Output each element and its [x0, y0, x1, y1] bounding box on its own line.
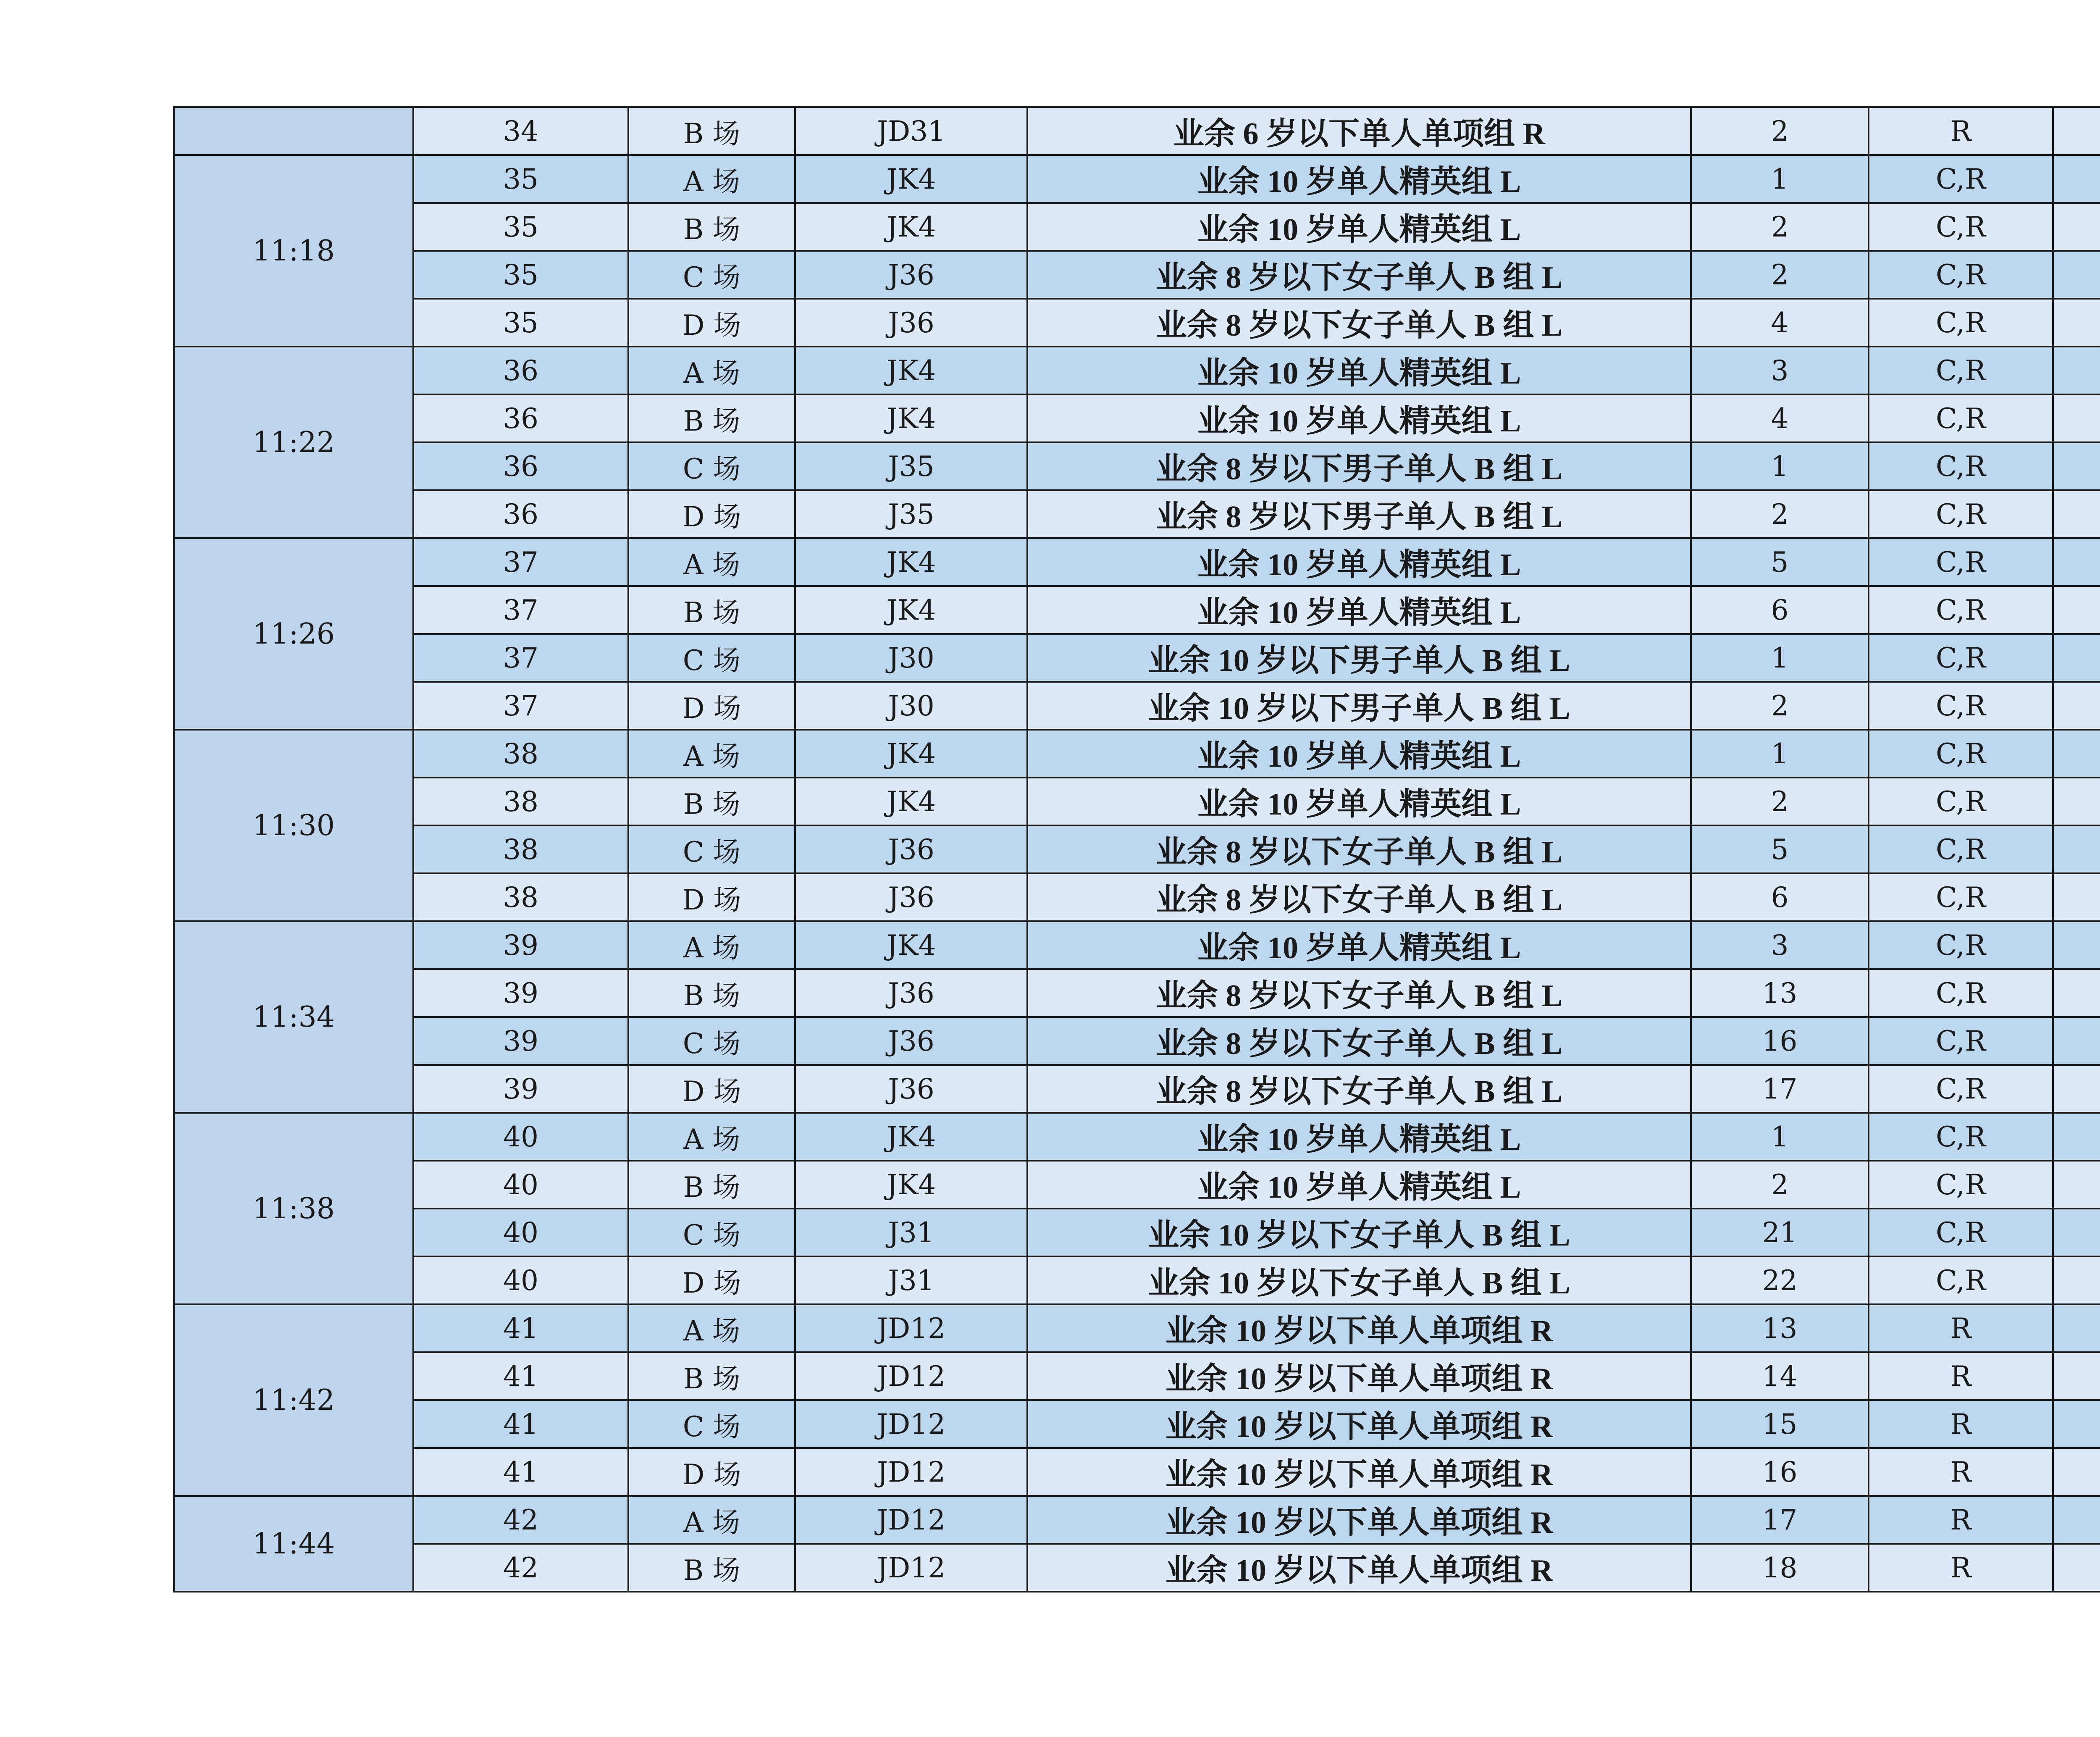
event-name-cell: 业余 10 岁以下女子单人 B 组 L — [1027, 1256, 1691, 1304]
event-name-cell: 业余 10 岁单人精英组 L — [1027, 1113, 1691, 1161]
match-number-cell: 35 — [413, 251, 628, 299]
court-cell: A 场 — [628, 921, 795, 969]
table-row — [174, 299, 2100, 347]
entry-number-cell: 2 — [1691, 107, 1869, 155]
event-code-cell: JD12 — [795, 1400, 1027, 1448]
entry-number-cell: 3 — [1691, 921, 1869, 969]
event-code-cell: J31 — [795, 1256, 1027, 1304]
round-cell — [2053, 969, 2100, 1017]
match-number-cell: 34 — [413, 107, 628, 155]
table-row — [174, 155, 2100, 203]
court-cell: B 场 — [628, 586, 795, 634]
table-row — [174, 107, 2100, 155]
category-cell: C,R — [1869, 634, 2053, 682]
table-row — [174, 969, 2100, 1017]
match-number-cell: 38 — [413, 825, 628, 873]
table-row — [174, 1448, 2100, 1496]
table-row — [174, 825, 2100, 873]
table-row — [174, 586, 2100, 634]
category-cell: C,R — [1869, 586, 2053, 634]
event-code-cell: JK4 — [795, 730, 1027, 778]
round-cell — [2053, 394, 2100, 442]
time-slot-cell: 11:42 — [174, 1304, 413, 1496]
match-number-cell: 35 — [413, 155, 628, 203]
court-cell: A 场 — [628, 538, 795, 586]
match-number-cell: 37 — [413, 586, 628, 634]
category-cell: C,R — [1869, 490, 2053, 538]
event-code-cell: JK4 — [795, 394, 1027, 442]
event-code-cell: J36 — [795, 1017, 1027, 1065]
match-number-cell: 39 — [413, 1017, 628, 1065]
event-code-cell: J36 — [795, 873, 1027, 921]
court-cell: A 场 — [628, 347, 795, 394]
event-name-cell: 业余 8 岁以下女子单人 B 组 L — [1027, 969, 1691, 1017]
round-cell — [2053, 299, 2100, 347]
category-cell: C,R — [1869, 203, 2053, 251]
category-cell: C,R — [1869, 730, 2053, 778]
entry-number-cell: 16 — [1691, 1017, 1869, 1065]
court-cell: B 场 — [628, 1161, 795, 1209]
category-cell: C,R — [1869, 825, 2053, 873]
table-row — [174, 1352, 2100, 1400]
court-cell: A 场 — [628, 1113, 795, 1161]
event-code-cell: J36 — [795, 1065, 1027, 1113]
category-cell: C,R — [1869, 1065, 2053, 1113]
match-number-cell: 39 — [413, 969, 628, 1017]
round-cell — [2053, 825, 2100, 873]
entry-number-cell: 2 — [1691, 682, 1869, 730]
round-cell — [2053, 1256, 2100, 1304]
match-number-cell: 40 — [413, 1161, 628, 1209]
event-name-cell: 业余 8 岁以下女子单人 B 组 L — [1027, 299, 1691, 347]
category-cell: R — [1869, 107, 2053, 155]
entry-number-cell: 1 — [1691, 730, 1869, 778]
event-code-cell: JK4 — [795, 778, 1027, 825]
time-slot-cell — [174, 107, 413, 155]
table-row — [174, 347, 2100, 394]
entry-number-cell: 2 — [1691, 1161, 1869, 1209]
entry-number-cell: 6 — [1691, 586, 1869, 634]
table-row — [174, 1017, 2100, 1065]
event-code-cell: JK4 — [795, 155, 1027, 203]
round-cell — [2053, 1304, 2100, 1352]
event-code-cell: J35 — [795, 442, 1027, 490]
entry-number-cell: 18 — [1691, 1544, 1869, 1592]
table-row — [174, 730, 2100, 778]
table-row — [174, 251, 2100, 299]
round-cell — [2053, 1496, 2100, 1544]
event-code-cell: JK4 — [795, 538, 1027, 586]
table-row — [174, 873, 2100, 921]
entry-number-cell: 21 — [1691, 1209, 1869, 1256]
court-cell: B 场 — [628, 1544, 795, 1592]
court-cell: B 场 — [628, 203, 795, 251]
event-code-cell: J30 — [795, 682, 1027, 730]
event-name-cell: 业余 8 岁以下女子单人 B 组 L — [1027, 825, 1691, 873]
court-cell: B 场 — [628, 107, 795, 155]
event-name-cell: 业余 10 岁以下女子单人 B 组 L — [1027, 1209, 1691, 1256]
event-code-cell: J36 — [795, 299, 1027, 347]
table-row — [174, 921, 2100, 969]
event-code-cell: JD12 — [795, 1304, 1027, 1352]
entry-number-cell: 5 — [1691, 538, 1869, 586]
table-row — [174, 1400, 2100, 1448]
event-code-cell: JD12 — [795, 1448, 1027, 1496]
event-code-cell: JK4 — [795, 347, 1027, 394]
category-cell: C,R — [1869, 394, 2053, 442]
round-cell — [2053, 347, 2100, 394]
event-name-cell: 业余 10 岁单人精英组 L — [1027, 155, 1691, 203]
event-name-cell: 业余 10 岁单人精英组 L — [1027, 1161, 1691, 1209]
round-cell — [2053, 730, 2100, 778]
table-row — [174, 682, 2100, 730]
match-number-cell: 42 — [413, 1544, 628, 1592]
event-name-cell: 业余 10 岁以下单人单项组 R — [1027, 1544, 1691, 1592]
court-cell: D 场 — [628, 299, 795, 347]
category-cell: C,R — [1869, 778, 2053, 825]
round-cell — [2053, 586, 2100, 634]
court-cell: D 场 — [628, 1065, 795, 1113]
event-code-cell: J30 — [795, 634, 1027, 682]
round-cell — [2053, 1065, 2100, 1113]
event-name-cell: 业余 10 岁以下男子单人 B 组 L — [1027, 682, 1691, 730]
table-row — [174, 203, 2100, 251]
table-row — [174, 1113, 2100, 1161]
event-code-cell: JK4 — [795, 1161, 1027, 1209]
court-cell: A 场 — [628, 730, 795, 778]
entry-number-cell: 1 — [1691, 1113, 1869, 1161]
match-number-cell: 37 — [413, 682, 628, 730]
event-code-cell: JK4 — [795, 203, 1027, 251]
round-cell — [2053, 1209, 2100, 1256]
table-row — [174, 538, 2100, 586]
entry-number-cell: 2 — [1691, 251, 1869, 299]
time-slot-cell: 11:30 — [174, 730, 413, 921]
round-cell — [2053, 778, 2100, 825]
time-slot-cell: 11:44 — [174, 1496, 413, 1592]
round-cell — [2053, 1544, 2100, 1592]
court-cell: C 场 — [628, 825, 795, 873]
time-slot-cell: 11:34 — [174, 921, 413, 1113]
entry-number-cell: 1 — [1691, 634, 1869, 682]
match-number-cell: 41 — [413, 1400, 628, 1448]
event-code-cell: JD31 — [795, 107, 1027, 155]
entry-number-cell: 15 — [1691, 1400, 1869, 1448]
event-code-cell: J36 — [795, 969, 1027, 1017]
court-cell: A 场 — [628, 1496, 795, 1544]
table-row — [174, 442, 2100, 490]
category-cell: C,R — [1869, 921, 2053, 969]
court-cell: A 场 — [628, 155, 795, 203]
match-number-cell: 40 — [413, 1256, 628, 1304]
table-row — [174, 1209, 2100, 1256]
court-cell: C 场 — [628, 1209, 795, 1256]
category-cell: C,R — [1869, 1161, 2053, 1209]
round-cell — [2053, 490, 2100, 538]
match-number-cell: 40 — [413, 1209, 628, 1256]
category-cell: C,R — [1869, 1113, 2053, 1161]
court-cell: B 场 — [628, 969, 795, 1017]
court-cell: C 场 — [628, 1400, 795, 1448]
court-cell: C 场 — [628, 442, 795, 490]
table-row — [174, 394, 2100, 442]
court-cell: D 场 — [628, 1448, 795, 1496]
event-name-cell: 业余 6 岁以下单人单项组 R — [1027, 107, 1691, 155]
time-slot-cell: 11:22 — [174, 347, 413, 538]
round-cell — [2053, 538, 2100, 586]
category-cell: C,R — [1869, 155, 2053, 203]
event-name-cell: 业余 10 岁以下单人单项组 R — [1027, 1448, 1691, 1496]
table-row — [174, 1161, 2100, 1209]
schedule-table — [173, 106, 2100, 1592]
entry-number-cell: 13 — [1691, 1304, 1869, 1352]
court-cell: A 场 — [628, 1304, 795, 1352]
match-number-cell: 41 — [413, 1352, 628, 1400]
match-number-cell: 37 — [413, 538, 628, 586]
event-name-cell: 业余 10 岁单人精英组 L — [1027, 347, 1691, 394]
event-name-cell: 业余 10 岁单人精英组 L — [1027, 586, 1691, 634]
category-cell: R — [1869, 1496, 2053, 1544]
category-cell: R — [1869, 1400, 2053, 1448]
entry-number-cell: 2 — [1691, 490, 1869, 538]
match-number-cell: 38 — [413, 730, 628, 778]
time-slot-cell: 11:26 — [174, 538, 413, 730]
match-number-cell: 40 — [413, 1113, 628, 1161]
entry-number-cell: 16 — [1691, 1448, 1869, 1496]
round-cell — [2053, 1448, 2100, 1496]
event-code-cell: J36 — [795, 251, 1027, 299]
table-row — [174, 1256, 2100, 1304]
entry-number-cell: 4 — [1691, 394, 1869, 442]
round-cell — [2053, 1113, 2100, 1161]
round-cell — [2053, 1161, 2100, 1209]
match-number-cell: 36 — [413, 490, 628, 538]
event-name-cell: 业余 8 岁以下女子单人 B 组 L — [1027, 251, 1691, 299]
entry-number-cell: 4 — [1691, 299, 1869, 347]
table-row — [174, 1544, 2100, 1592]
category-cell: C,R — [1869, 873, 2053, 921]
match-number-cell: 36 — [413, 347, 628, 394]
category-cell: R — [1869, 1304, 2053, 1352]
round-cell — [2053, 921, 2100, 969]
match-number-cell: 41 — [413, 1448, 628, 1496]
event-name-cell: 业余 10 岁以下单人单项组 R — [1027, 1496, 1691, 1544]
round-cell — [2053, 155, 2100, 203]
entry-number-cell: 3 — [1691, 347, 1869, 394]
event-name-cell: 业余 10 岁单人精英组 L — [1027, 203, 1691, 251]
entry-number-cell: 1 — [1691, 442, 1869, 490]
event-name-cell: 业余 10 岁以下单人单项组 R — [1027, 1400, 1691, 1448]
event-name-cell: 业余 8 岁以下女子单人 B 组 L — [1027, 873, 1691, 921]
entry-number-cell: 2 — [1691, 778, 1869, 825]
category-cell: C,R — [1869, 251, 2053, 299]
match-number-cell: 37 — [413, 634, 628, 682]
round-cell — [2053, 442, 2100, 490]
table-row — [174, 1496, 2100, 1544]
entry-number-cell: 14 — [1691, 1352, 1869, 1400]
event-code-cell: JK4 — [795, 921, 1027, 969]
event-name-cell: 业余 8 岁以下女子单人 B 组 L — [1027, 1065, 1691, 1113]
match-number-cell: 35 — [413, 203, 628, 251]
event-code-cell: J35 — [795, 490, 1027, 538]
category-cell: R — [1869, 1352, 2053, 1400]
match-number-cell: 38 — [413, 778, 628, 825]
category-cell: C,R — [1869, 538, 2053, 586]
entry-number-cell: 1 — [1691, 155, 1869, 203]
category-cell: C,R — [1869, 969, 2053, 1017]
match-number-cell: 42 — [413, 1496, 628, 1544]
category-cell: C,R — [1869, 299, 2053, 347]
table-row — [174, 490, 2100, 538]
entry-number-cell: 17 — [1691, 1065, 1869, 1113]
event-name-cell: 业余 10 岁以下单人单项组 R — [1027, 1304, 1691, 1352]
match-number-cell: 35 — [413, 299, 628, 347]
entry-number-cell: 13 — [1691, 969, 1869, 1017]
event-code-cell: J36 — [795, 825, 1027, 873]
round-cell — [2053, 251, 2100, 299]
category-cell: C,R — [1869, 442, 2053, 490]
court-cell: B 场 — [628, 394, 795, 442]
round-cell — [2053, 634, 2100, 682]
table-row — [174, 1304, 2100, 1352]
round-cell — [2053, 1352, 2100, 1400]
event-code-cell: JK4 — [795, 586, 1027, 634]
round-cell — [2053, 107, 2100, 155]
court-cell: C 场 — [628, 251, 795, 299]
event-name-cell: 业余 10 岁单人精英组 L — [1027, 778, 1691, 825]
round-cell — [2053, 1017, 2100, 1065]
entry-number-cell: 5 — [1691, 825, 1869, 873]
event-code-cell: JD12 — [795, 1544, 1027, 1592]
category-cell: C,R — [1869, 682, 2053, 730]
category-cell: R — [1869, 1544, 2053, 1592]
court-cell: D 场 — [628, 873, 795, 921]
time-slot-cell: 11:18 — [174, 155, 413, 347]
event-code-cell: JD12 — [795, 1352, 1027, 1400]
table-row — [174, 1065, 2100, 1113]
round-cell — [2053, 203, 2100, 251]
time-slot-cell: 11:38 — [174, 1113, 413, 1304]
match-number-cell: 36 — [413, 442, 628, 490]
match-number-cell: 41 — [413, 1304, 628, 1352]
event-name-cell: 业余 8 岁以下男子单人 B 组 L — [1027, 490, 1691, 538]
table-row — [174, 778, 2100, 825]
category-cell: C,R — [1869, 1209, 2053, 1256]
event-name-cell: 业余 10 岁单人精英组 L — [1027, 538, 1691, 586]
event-name-cell: 业余 10 岁单人精英组 L — [1027, 730, 1691, 778]
event-name-cell: 业余 10 岁以下单人单项组 R — [1027, 1352, 1691, 1400]
court-cell: D 场 — [628, 1256, 795, 1304]
match-number-cell: 39 — [413, 921, 628, 969]
court-cell: D 场 — [628, 682, 795, 730]
court-cell: D 场 — [628, 490, 795, 538]
court-cell: B 场 — [628, 778, 795, 825]
category-cell: C,R — [1869, 1017, 2053, 1065]
category-cell: C,R — [1869, 1256, 2053, 1304]
category-cell: C,R — [1869, 347, 2053, 394]
match-number-cell: 36 — [413, 394, 628, 442]
match-number-cell: 39 — [413, 1065, 628, 1113]
event-code-cell: JD12 — [795, 1496, 1027, 1544]
match-number-cell: 38 — [413, 873, 628, 921]
event-name-cell: 业余 8 岁以下女子单人 B 组 L — [1027, 1017, 1691, 1065]
round-cell — [2053, 873, 2100, 921]
court-cell: C 场 — [628, 1017, 795, 1065]
schedule-body — [174, 107, 2100, 1592]
table-row — [174, 634, 2100, 682]
event-name-cell: 业余 8 岁以下男子单人 B 组 L — [1027, 442, 1691, 490]
court-cell: B 场 — [628, 1352, 795, 1400]
event-name-cell: 业余 10 岁单人精英组 L — [1027, 921, 1691, 969]
entry-number-cell: 6 — [1691, 873, 1869, 921]
category-cell: R — [1869, 1448, 2053, 1496]
round-cell — [2053, 682, 2100, 730]
event-name-cell: 业余 10 岁以下男子单人 B 组 L — [1027, 634, 1691, 682]
entry-number-cell: 2 — [1691, 203, 1869, 251]
court-cell: C 场 — [628, 634, 795, 682]
event-code-cell: J31 — [795, 1209, 1027, 1256]
entry-number-cell: 17 — [1691, 1496, 1869, 1544]
round-cell — [2053, 1400, 2100, 1448]
event-code-cell: JK4 — [795, 1113, 1027, 1161]
entry-number-cell: 22 — [1691, 1256, 1869, 1304]
event-name-cell: 业余 10 岁单人精英组 L — [1027, 394, 1691, 442]
